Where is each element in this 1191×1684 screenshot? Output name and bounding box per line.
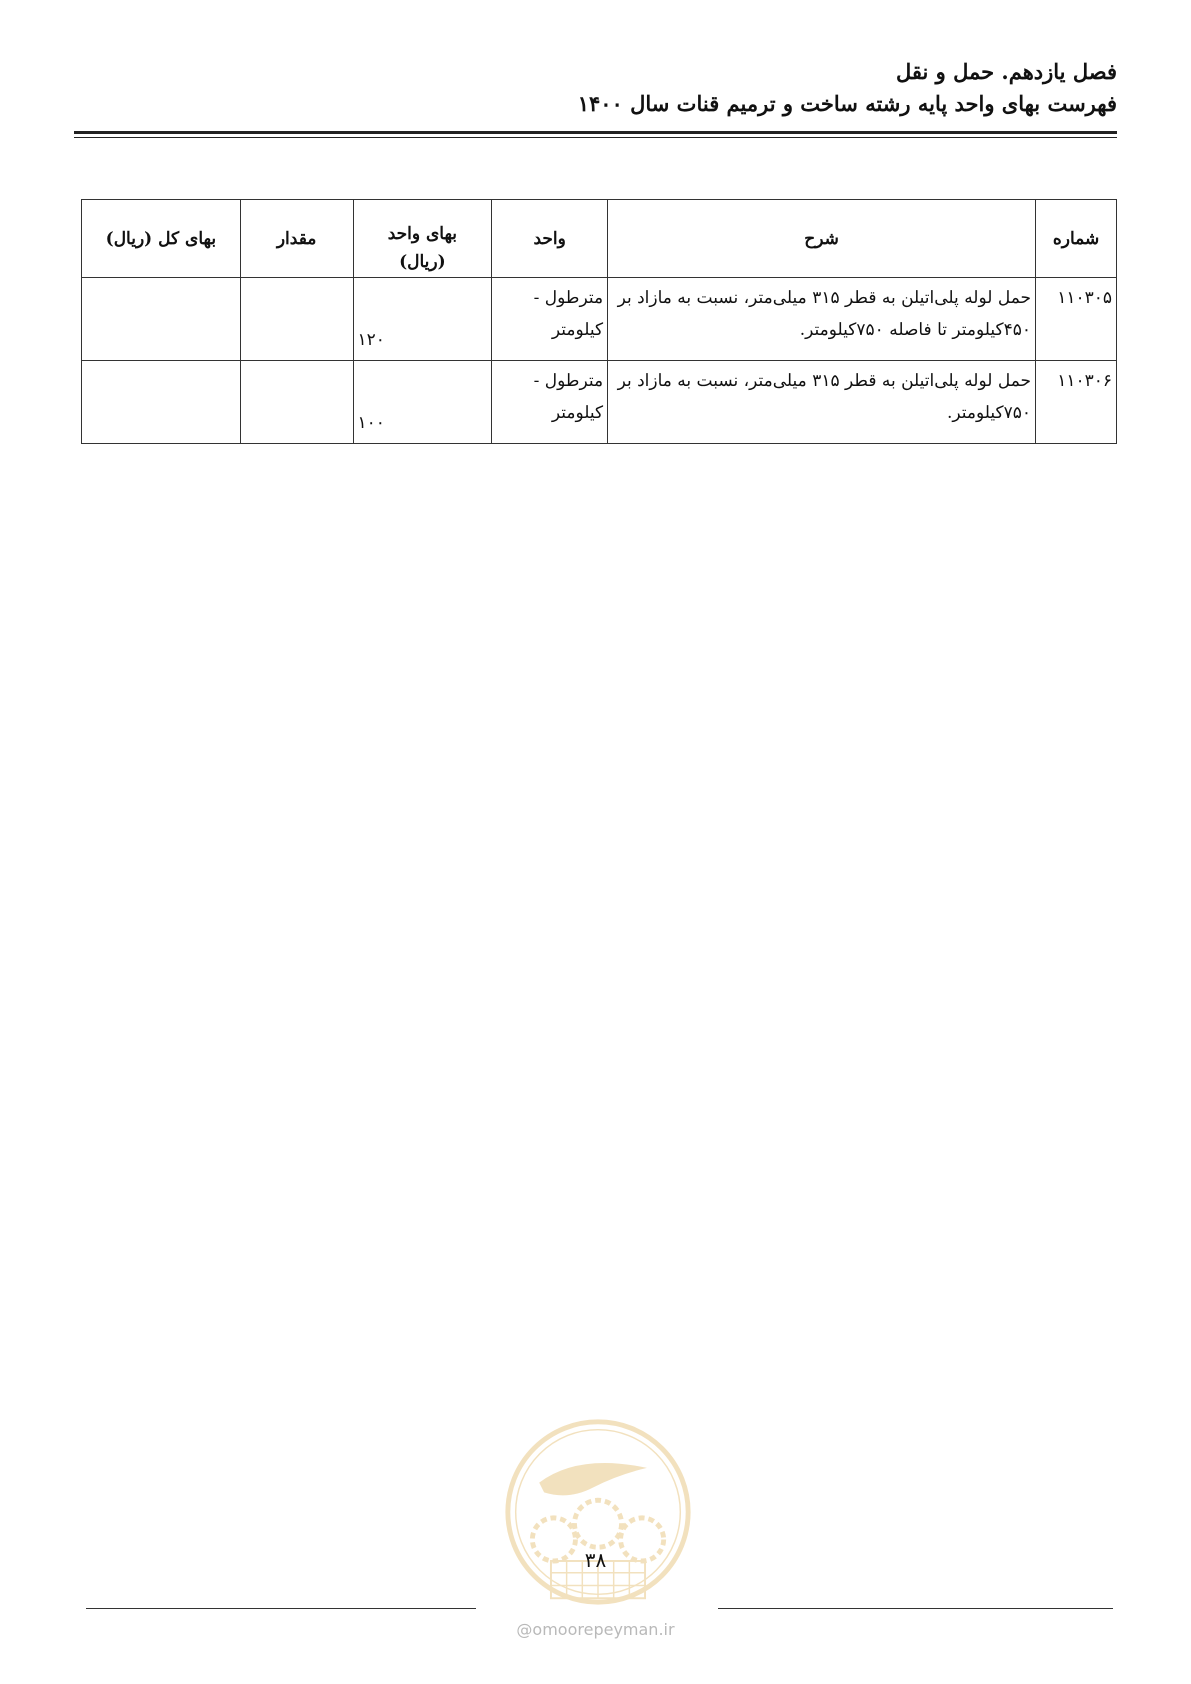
row-total xyxy=(82,361,241,444)
row-total xyxy=(82,278,241,361)
header-total: بهای کل (ریال) xyxy=(82,200,241,278)
row-number: ۱۱۰۳۰۵ xyxy=(1036,278,1117,361)
page-number: ۳۸ xyxy=(584,1548,607,1572)
table-header-row xyxy=(82,200,1117,278)
website-watermark: @omoorepeyman.ir xyxy=(516,1620,675,1639)
header-quantity: مقدار xyxy=(240,200,353,278)
row-quantity xyxy=(240,278,353,361)
footer-rule-right xyxy=(718,1608,1113,1609)
table-row xyxy=(82,361,1117,444)
row-unit-price: ۱۰۰ xyxy=(353,361,492,444)
row-unit: مترطول - کیلومتر xyxy=(492,278,608,361)
header-unit: واحد xyxy=(492,200,608,278)
table-row xyxy=(82,278,1117,361)
row-unit: مترطول - کیلومتر xyxy=(492,361,608,444)
row-number: ۱۱۰۳۰۶ xyxy=(1036,361,1117,444)
watermark-seal-logo xyxy=(500,1414,696,1610)
header-rule-thin xyxy=(74,137,1117,138)
header-description: شرح xyxy=(608,200,1036,278)
chapter-title: فصل یازدهم. حمل و نقل xyxy=(895,59,1117,84)
row-unit-price: ۱۲۰ xyxy=(353,278,492,361)
price-table xyxy=(81,199,1117,444)
document-subtitle: فهرست بهای واحد پایه رشته ساخت و ترمیم قنات سال ۱۴۰۰ xyxy=(577,91,1117,116)
header-number: شماره xyxy=(1036,200,1117,278)
header-unit-price-label: بهای واحد xyxy=(387,224,458,244)
footer-rule-left xyxy=(86,1608,476,1609)
header-unit-price xyxy=(353,200,492,278)
row-description: حمل لوله پلی‌اتیلن به قطر ۳۱۵ میلی‌متر، نسبت به مازاد بر ۷۵۰کیلومتر. xyxy=(608,361,1036,444)
header-rule-thick xyxy=(74,131,1117,134)
row-description: حمل لوله پلی‌اتیلن به قطر ۳۱۵ میلی‌متر، نسبت به مازاد بر ۴۵۰کیلومتر تا فاصله ۷۵۰کیلومتر. xyxy=(608,278,1036,361)
page-header xyxy=(74,56,1117,120)
row-quantity xyxy=(240,361,353,444)
header-unit-price-currency: (ریال) xyxy=(399,252,446,272)
